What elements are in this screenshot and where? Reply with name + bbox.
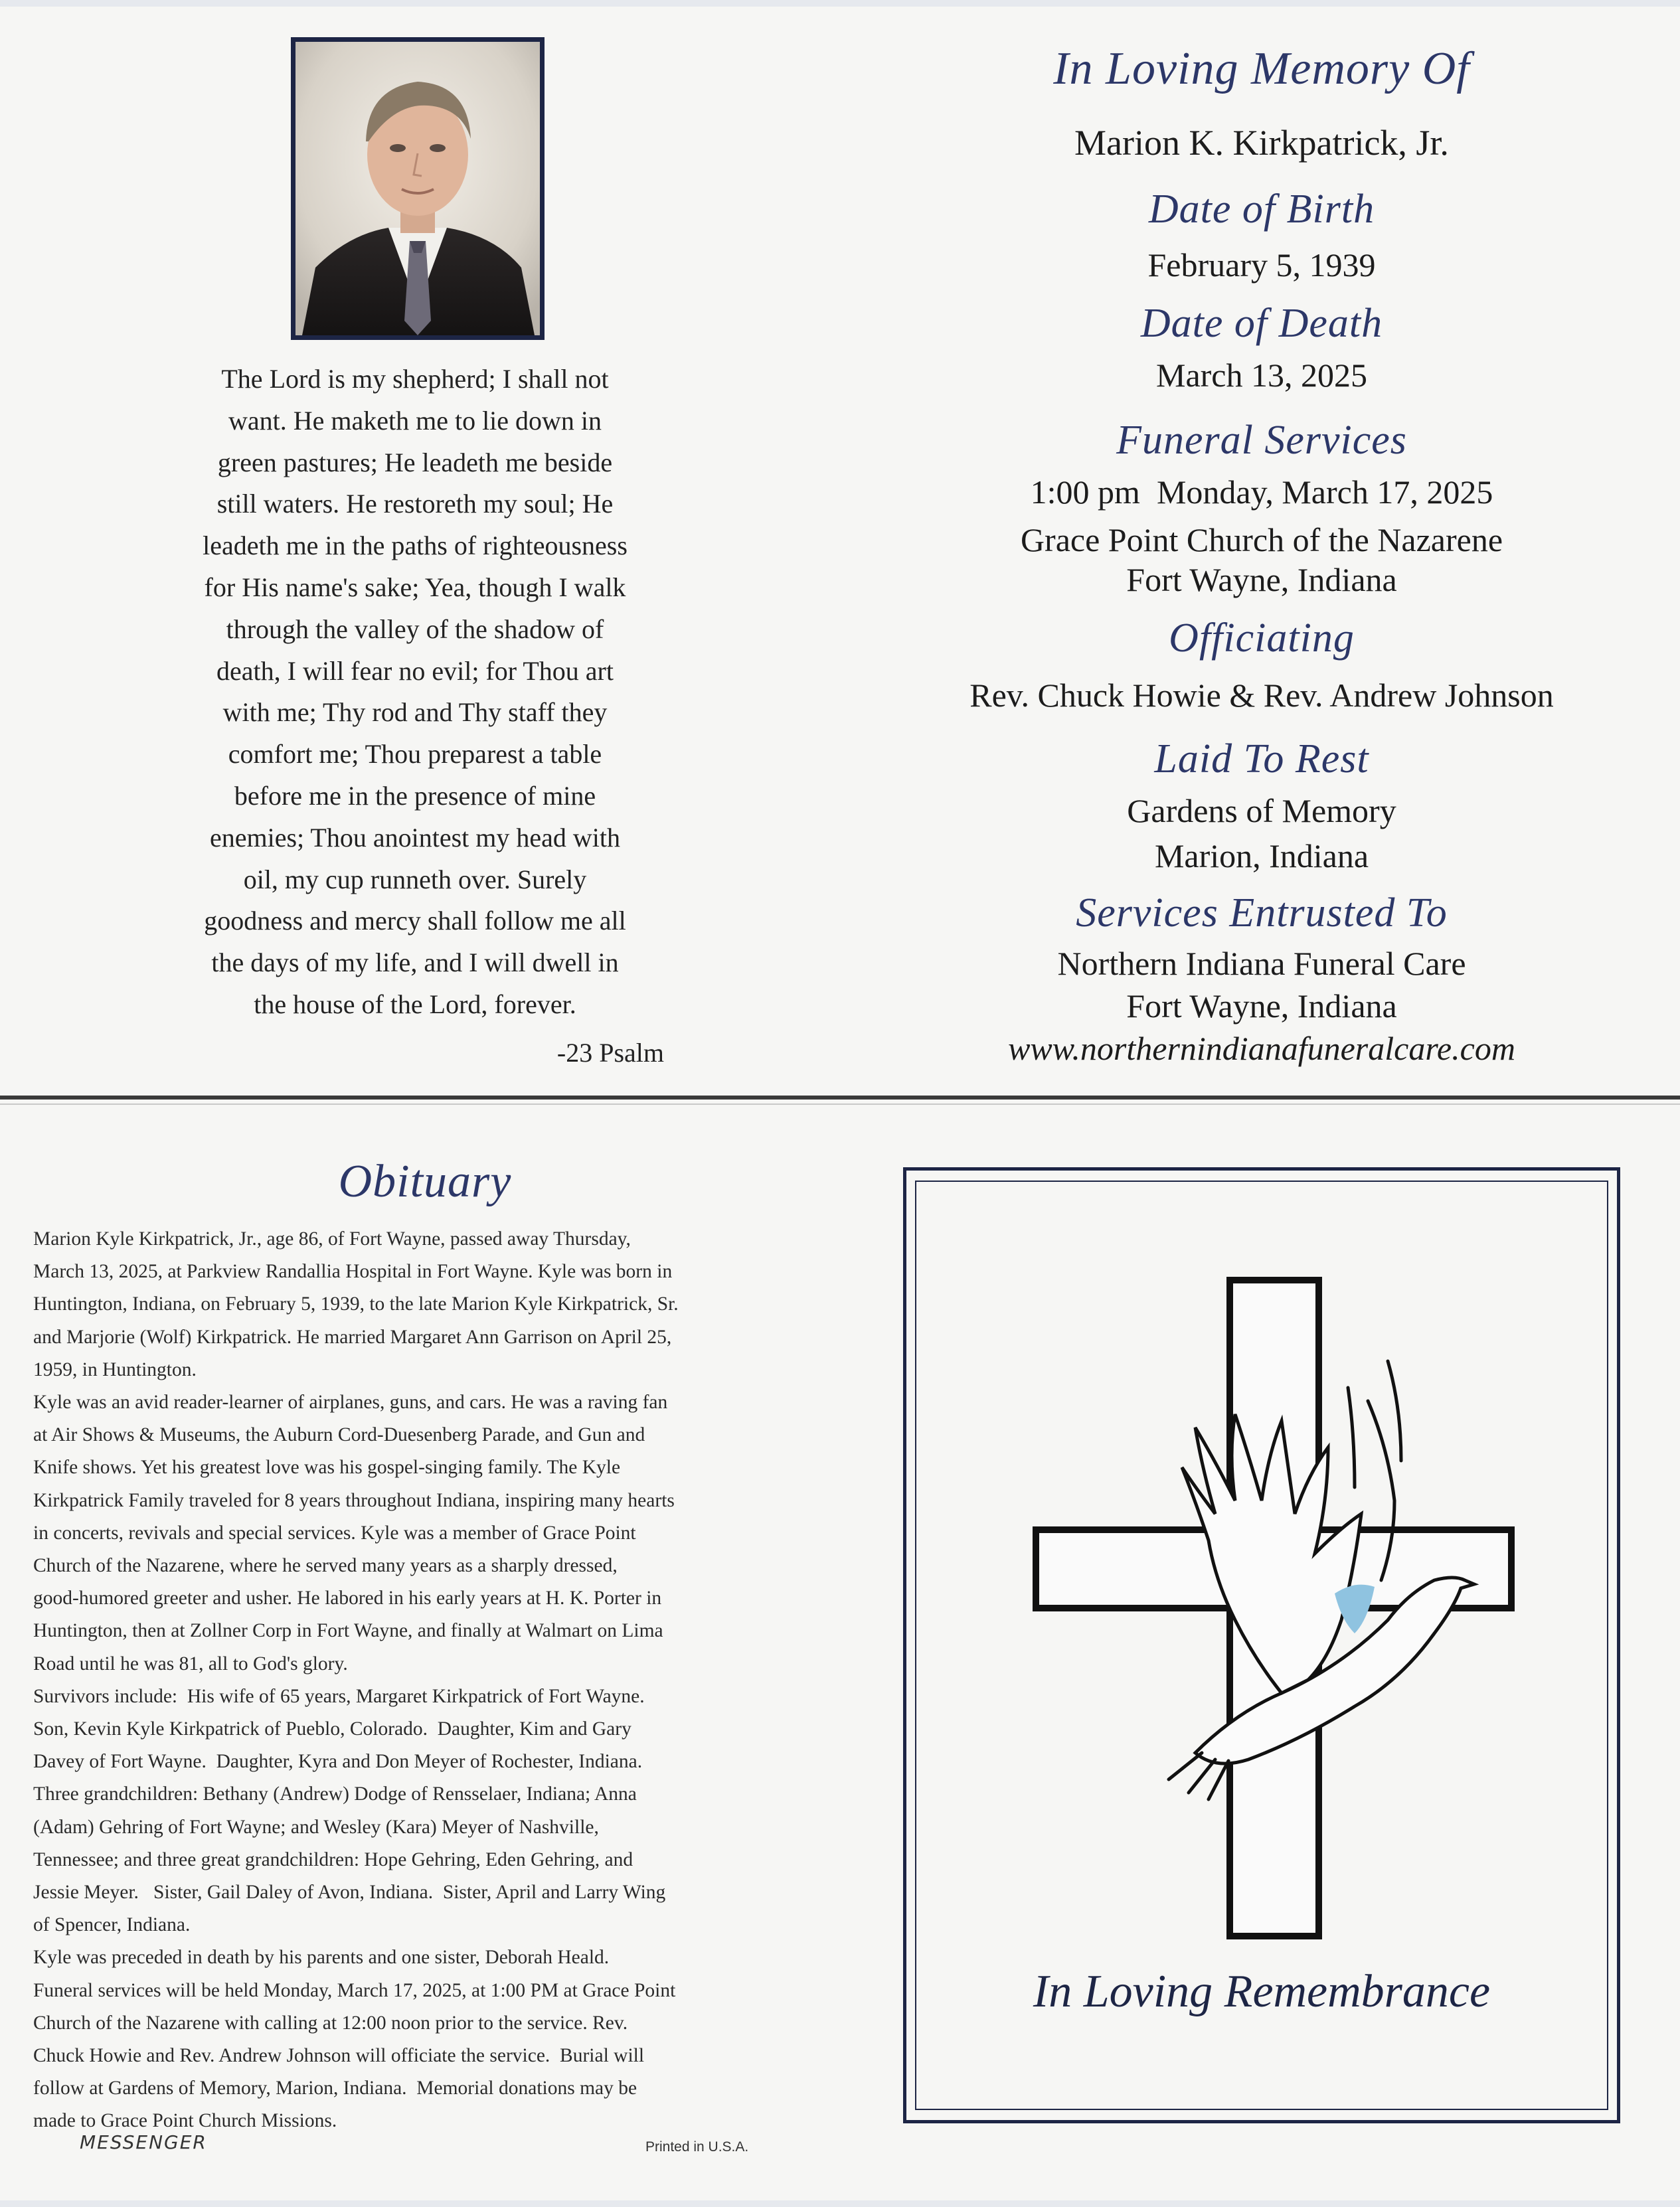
birth-label: Date of Birth [1148,187,1375,232]
obituary-line: and Marjorie (Wolf) Kirkpatrick. He married Margaret Ann Garrison on April 25, [33,1326,672,1348]
obituary-line: good-humored greeter and usher. He labored in his early years at H. K. Porter in [33,1588,662,1609]
psalm-line: enemies; Thou anointest my head with [209,822,621,853]
obituary-line: Knife shows. Yet his greatest love was his gospel-singing family. The Kyle [33,1457,621,1479]
publisher-mark: MESSENGER [80,2131,207,2153]
birth-date: February 5, 1939 [1147,246,1376,284]
rest-place: Gardens of Memory [1127,792,1396,829]
entrusted-label: Services Entrusted To [1076,890,1448,936]
obituary-title: Obituary [338,1156,512,1207]
officiating-label: Officiating [1169,615,1355,661]
obituary-line: Funeral services will be held Monday, March 17, 2025, at 1:00 PM at Grace Point [33,1979,676,2001]
psalm-line: leadeth me in the paths of righteousness [203,531,628,561]
rest-label: Laid To Rest [1154,736,1369,781]
obituary-line: Jessie Meyer. Sister, Gail Daley of Avon, Indiana. Sister, April and Larry Wing [33,1882,666,1904]
services-time: 1:00 pm Monday, March 17, 2025 [1030,473,1493,511]
obituary-line: Marion Kyle Kirkpatrick, Jr., age 86, of Fort Wayne, passed away Thursday, [33,1228,631,1250]
obituary-line: in concerts, revivals and special services. Kyle was a member of Grace Point [33,1522,636,1544]
portrait-photo [291,37,545,340]
obituary-line: March 13, 2025, at Parkview Randallia Hospital in Fort Wayne. Kyle was born in [33,1261,673,1283]
psalm-line: with me; Thy rod and Thy staff they [222,697,608,728]
psalm-line: The Lord is my shepherd; I shall not [221,364,609,394]
death-label: Date of Death [1140,301,1383,346]
death-date: March 13, 2025 [1156,357,1367,394]
obituary-line: Three grandchildren: Bethany (Andrew) Dodge of Rensselaer, Indiana; Anna [33,1783,637,1805]
psalm-line: green pastures; He leadeth me beside [217,447,613,477]
obituary-line: follow at Gardens of Memory, Marion, Indiana. Memorial donations may be [33,2078,637,2099]
fold-divider-shadow [0,1104,1680,1105]
psalm-line: still waters. He restoreth my soul; He [216,489,614,519]
psalm-line: before me in the presence of mine [234,780,596,811]
printed-in-usa: Printed in U.S.A. [645,2139,749,2155]
obituary-text [33,1223,788,2138]
obituary-line: Kirkpatrick Family traveled for 8 years throughout Indiana, inspiring many hearts [33,1489,675,1511]
psalm-line: for His name's sake; Yea, though I walk [204,572,626,602]
obituary-line: at Air Shows & Museums, the Auburn Cord-Duesenberg Parade, and Gun and [33,1424,645,1446]
psalm-reference: -23 Psalm [556,1038,664,1068]
psalm-line: the house of the Lord, forever. [254,989,576,1019]
obituary-line: Tennessee; and three great grandchildren: Hope Gehring, Eden Gehring, and [33,1848,633,1870]
cross-dove-illustration [996,1248,1567,1952]
obituary-line: Road until he was 81, all to God's glory. [33,1653,348,1675]
services-label: Funeral Services [1116,418,1407,463]
services-city: Fort Wayne, Indiana [1126,561,1397,598]
obituary-line: Church of the Nazarene, where he served many years as a sharply dressed, [33,1555,618,1577]
obituary-line: Church of the Nazarene with calling at 12:00 noon prior to the service. Rev. [33,2012,628,2034]
obituary-line: Davey of Fort Wayne. Daughter, Kyra and Don Meyer of Rochester, Indiana. [33,1751,643,1773]
psalm-line: comfort me; Thou preparest a table [228,739,602,770]
funeral-home-city: Fort Wayne, Indiana [1126,987,1397,1024]
obituary-line: 1959, in Huntington. [33,1358,197,1380]
deceased-name: Marion K. Kirkpatrick, Jr. [1074,123,1449,163]
psalm-line: the days of my life, and I will dwell in [211,947,619,978]
bottom-edge [0,2200,1680,2207]
psalm-line: through the valley of the shadow of [226,613,604,644]
psalm-text [166,359,664,1026]
obituary-line: of Spencer, Indiana. [33,1914,191,1936]
psalm-line: oil, my cup runneth over. Surely [243,864,587,894]
obituary-line: Chuck Howie and Rev. Andrew Johnson will officiate the service. Burial will [33,2045,645,2067]
obituary-line: Huntington, then at Zollner Corp in Fort Wayne, and finally at Walmart on Lima [33,1620,663,1642]
obituary-line: Kyle was an avid reader-learner of airplanes, guns, and cars. He was a raving fan [33,1392,668,1414]
obituary-line: made to Grace Point Church Missions. [33,2110,337,2132]
obituary-line: Son, Kevin Kyle Kirkpatrick of Pueblo, Colorado. Daughter, Kim and Gary [33,1718,631,1740]
obituary-line: Kyle was preceded in death by his parents and one sister, Deborah Heald. [33,1947,610,1969]
services-place: Grace Point Church of the Nazarene [1020,521,1503,558]
psalm-line: goodness and mercy shall follow me all [204,906,626,936]
fold-divider [0,1096,1680,1100]
memory-heading: In Loving Memory Of [1053,43,1470,94]
obituary-line: (Adam) Gehring of Fort Wayne; and Wesley (Kara) Meyer of Nashville, [33,1816,599,1838]
psalm-line: death, I will fear no evil; for Thou art [216,655,614,686]
obituary-line: Survivors include: His wife of 65 years, Margaret Kirkpatrick of Fort Wayne. [33,1685,645,1707]
obituary-line: Huntington, Indiana, on February 5, 1939, to the late Marion Kyle Kirkpatrick, Sr. [33,1293,679,1315]
rest-city: Marion, Indiana [1154,837,1369,874]
website-link[interactable]: www.northernindianafuneralcare.com [1008,1030,1515,1067]
officiants: Rev. Chuck Howie & Rev. Andrew Johnson [969,677,1554,714]
psalm-line: want. He maketh me to lie down in [228,405,602,436]
top-edge [0,0,1680,7]
funeral-home: Northern Indiana Funeral Care [1057,945,1466,982]
cover-caption: In Loving Remembrance [1033,1966,1491,2017]
